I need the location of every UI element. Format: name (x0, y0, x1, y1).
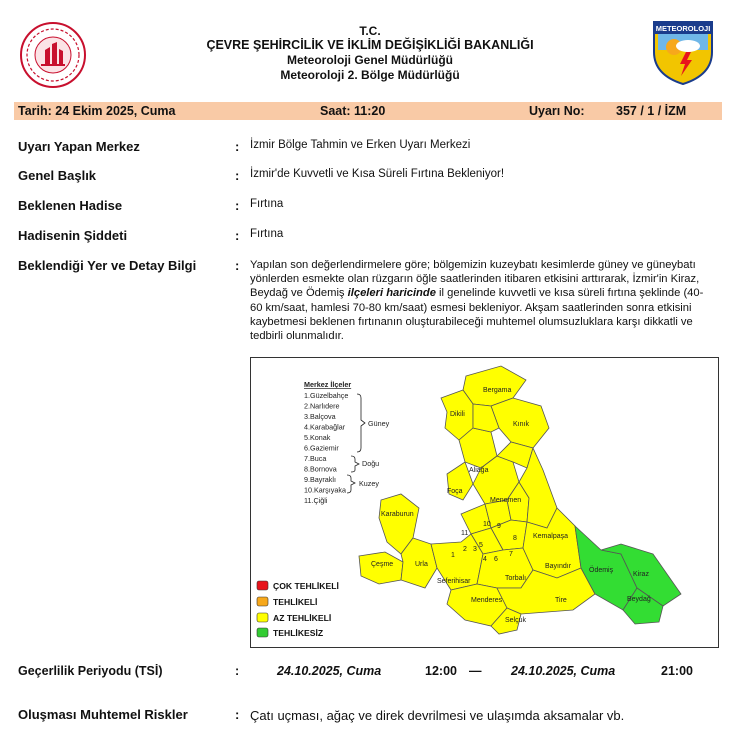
label-num-6: 6 (494, 556, 498, 563)
date-text: Tarih: 24 Ekim 2025, Cuma (18, 104, 176, 118)
severity-label: Hadisenin Şiddeti (18, 228, 128, 243)
header-regional-directorate: Meteoroloji 2. Bölge Müdürlüğü (280, 68, 460, 82)
legend-tehlikesiz: TEHLİKESİZ (273, 628, 324, 638)
center-district-4: 4.Karabağlar (304, 422, 346, 432)
label-num-7: 7 (509, 551, 513, 558)
label-num-11: 11 (461, 530, 469, 537)
label-selcuk: Selçuk (505, 617, 527, 624)
center-district-2: 2.Narlıdere (304, 401, 340, 411)
label-num-5: 5 (479, 542, 483, 549)
group-kuzey: Kuzey (359, 479, 379, 488)
label-kiraz: Kiraz (633, 571, 649, 578)
header-general-directorate: Meteoroloji Genel Müdürlüğü (287, 53, 453, 67)
label-odemis: Ödemiş (589, 567, 614, 574)
label-bergama: Bergama (483, 387, 512, 394)
legend-az-tehlikeli: AZ TEHLİKELİ (273, 613, 332, 623)
label-aliaga: Aliağa (469, 467, 489, 474)
label-num-8: 8 (513, 535, 517, 542)
center-district-1: 1.Güzelbahçe (304, 391, 349, 400)
validity-end-time: 21:00 (661, 664, 693, 678)
title-label: Genel Başlık (18, 168, 97, 183)
title-value: İzmir'de Kuvvetli ve Kısa Süreli Fırtına Bekleniyor! (250, 168, 505, 180)
document-header (0, 0, 738, 100)
label-karaburun: Karaburun (381, 511, 414, 518)
label-num-10: 10 (483, 521, 491, 528)
colon: : (235, 168, 240, 183)
warning-no-label: Uyarı No: (529, 104, 585, 118)
label-seferihisar: Seferihisar (437, 578, 471, 585)
time-text: Saat: 11:20 (320, 104, 386, 118)
validity-label: Geçerlilik Periyodu (TSİ) (18, 664, 163, 678)
center-value: İzmir Bölge Tahmin ve Erken Uyarı Merkezi (250, 139, 471, 151)
center-district-6: 6.Gaziemir (304, 443, 339, 453)
label-kinik: Kınık (513, 421, 529, 428)
center-district-3: 3.Balçova (304, 412, 336, 421)
center-district-8: 8.Bornova (304, 464, 337, 474)
detail-text: Yapılan son değerlendirmelere göre; bölgemizin kuzeybatı kesimlerde güney ve güneybatı yönlerden esmekte olan rüzgarın öğle saatlerinden itibaren etkisini arttırarak, İzmir'in Kiraz, Beydağ ve Ödemiş ilçeleri haricinde il genelinde kuvvetli ve kısa süreli fırtına şeklinde (40-60 km/saat, hamlesi 70-80 km/saat) esmesi bekleniyor. Akşam saatlerinden sonra etkisini kaybetmesi beklenen fırtınanın oluşturabileceği muhtemel olumsuzluklara karşı dikkatli ve tedbirli olunmalıdır. (250, 259, 704, 343)
event-label: Beklenen Hadise (18, 198, 123, 213)
label-menderes: Menderes (471, 597, 503, 604)
label-tire: Tire (555, 597, 567, 604)
ministry-seal-icon (12, 20, 94, 90)
label-cesme: Çeşme (371, 561, 394, 568)
meteoroloji-logo-icon (652, 20, 714, 86)
label-urla: Urla (415, 561, 428, 568)
warning-no-value: 357 / 1 / İZM (616, 104, 687, 118)
center-district-9: 9.Bayraklı (304, 475, 336, 484)
label-num-9: 9 (497, 523, 501, 530)
warning-map (250, 357, 719, 648)
severity-value: Fırtına (250, 228, 284, 240)
colon: : (235, 707, 240, 722)
region-cesme (359, 552, 403, 584)
logo-text: METEOROLOJI (655, 24, 711, 33)
label-beydag: Beydağ (627, 596, 651, 603)
header-line-tc: T.C. (359, 24, 381, 38)
event-value: Fırtına (250, 198, 284, 210)
center-district-11: 11.Çiğli (304, 496, 328, 505)
label-menemen: Menemen (490, 497, 522, 504)
label-num-3: 3 (473, 546, 477, 553)
legend-swatch-az-tehlikeli (257, 613, 268, 622)
center-district-5: 5.Konak (304, 433, 331, 442)
center-district-7: 7.Buca (304, 454, 327, 463)
label-num-1: 1 (451, 552, 455, 559)
label-dikili: Dikili (450, 411, 465, 418)
legend-tehlikeli: TEHLİKELİ (273, 597, 318, 607)
colon: : (235, 139, 240, 154)
label-torbali: Torbalı (505, 575, 527, 582)
risks-label: Oluşması Muhtemel Riskler (18, 707, 188, 722)
info-band (14, 102, 722, 120)
validity-start-time: 12:00 (425, 664, 457, 678)
legend-swatch-tehlikesiz (257, 628, 268, 637)
label-kemalpasa: Kemalpaşa (533, 533, 569, 540)
center-districts-title: Merkez İlçeler (304, 380, 352, 389)
label-num-4: 4 (483, 556, 487, 563)
colon: : (235, 258, 240, 273)
risks-value: Çatı uçması, ağaç ve direk devrilmesi ve ulaşımda aksamalar vb. (250, 708, 625, 723)
group-guney: Güney (368, 419, 390, 428)
legend-swatch-cok-tehlikeli (257, 581, 268, 590)
label-num-2: 2 (463, 546, 467, 553)
colon: : (235, 228, 240, 243)
validity-dash: — (469, 664, 482, 678)
header-ministry: ÇEVRE ŞEHİRCİLİK VE İKLİM DEĞİŞİKLİĞİ BAKANLIĞI (206, 38, 534, 52)
legend-swatch-tehlikeli (257, 597, 268, 606)
detail-label: Beklendiği Yer ve Detay Bilgi (18, 258, 197, 273)
detail-emphasis: ilçeleri haricinde (347, 287, 436, 300)
legend-cok-tehlikeli: ÇOK TEHLİKELİ (273, 581, 339, 591)
group-dogu: Doğu (362, 459, 380, 468)
label-foca: Foça (447, 488, 463, 495)
label-bayindir: Bayındır (545, 563, 572, 570)
center-district-10: 10.Karşıyaka (304, 485, 346, 495)
colon: : (235, 198, 240, 213)
colon: : (235, 664, 240, 678)
validity-start-date: 24.10.2025, Cuma (277, 664, 382, 678)
validity-end-date: 24.10.2025, Cuma (511, 664, 616, 678)
izmir-district-map (251, 358, 719, 648)
center-label: Uyarı Yapan Merkez (18, 139, 140, 154)
